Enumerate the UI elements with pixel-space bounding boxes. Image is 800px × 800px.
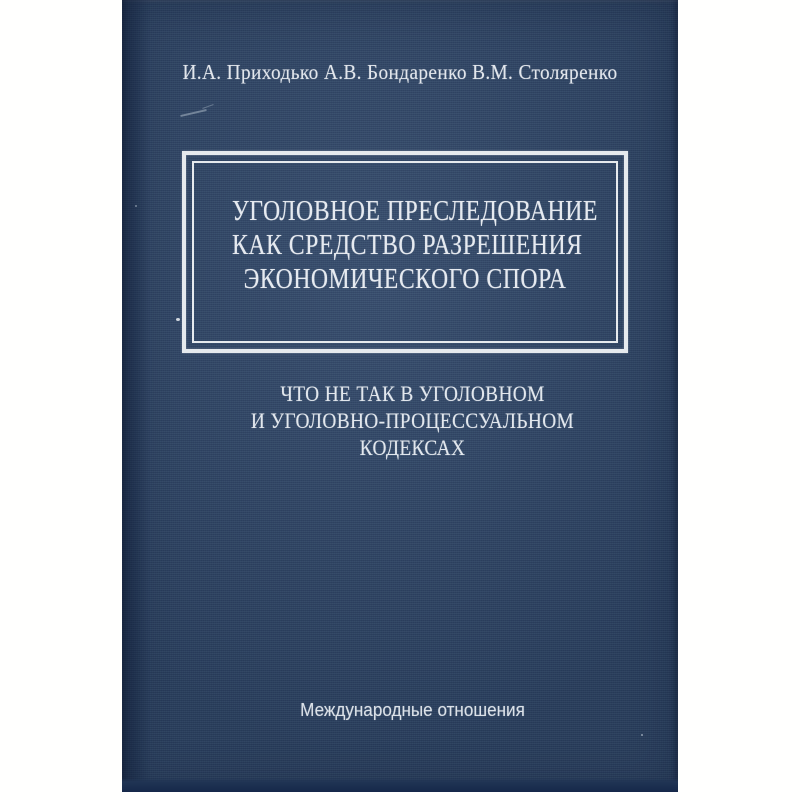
subtitle-line-2: И УГОЛОВНО-ПРОЦЕССУАЛЬНОМ bbox=[250, 408, 575, 433]
dust-speck bbox=[176, 318, 180, 321]
subtitle-line-1: ЧТО НЕ ТАК В УГОЛОВНОМ bbox=[280, 381, 545, 406]
scratch-mark bbox=[202, 104, 214, 109]
book-title bbox=[231, 194, 598, 296]
book-subtitle bbox=[148, 380, 677, 461]
title-line-2: КАК СРЕДСТВО РАЗРЕШЕНИЯ bbox=[231, 229, 583, 261]
book-bottom-edge bbox=[122, 778, 678, 792]
publisher-name: Международные отношения bbox=[300, 700, 525, 720]
book-front-cover bbox=[122, 0, 678, 792]
subtitle-line-3: КОДЕКСАХ bbox=[359, 435, 466, 460]
authors-line: И.А. Приходько А.В. Бондаренко В.М. Столяренко bbox=[182, 60, 618, 84]
scratch-mark bbox=[180, 109, 207, 117]
cover-hinge-groove bbox=[122, 0, 150, 792]
dust-speck bbox=[641, 734, 643, 736]
dust-speck bbox=[135, 205, 137, 207]
title-line-3: ЭКОНОМИЧЕСКОГО СПОРА bbox=[243, 263, 567, 295]
title-frame-inner-border bbox=[192, 161, 618, 343]
title-frame bbox=[182, 151, 628, 353]
title-line-1: УГОЛОВНОЕ ПРЕСЛЕДОВАНИЕ bbox=[231, 195, 598, 227]
